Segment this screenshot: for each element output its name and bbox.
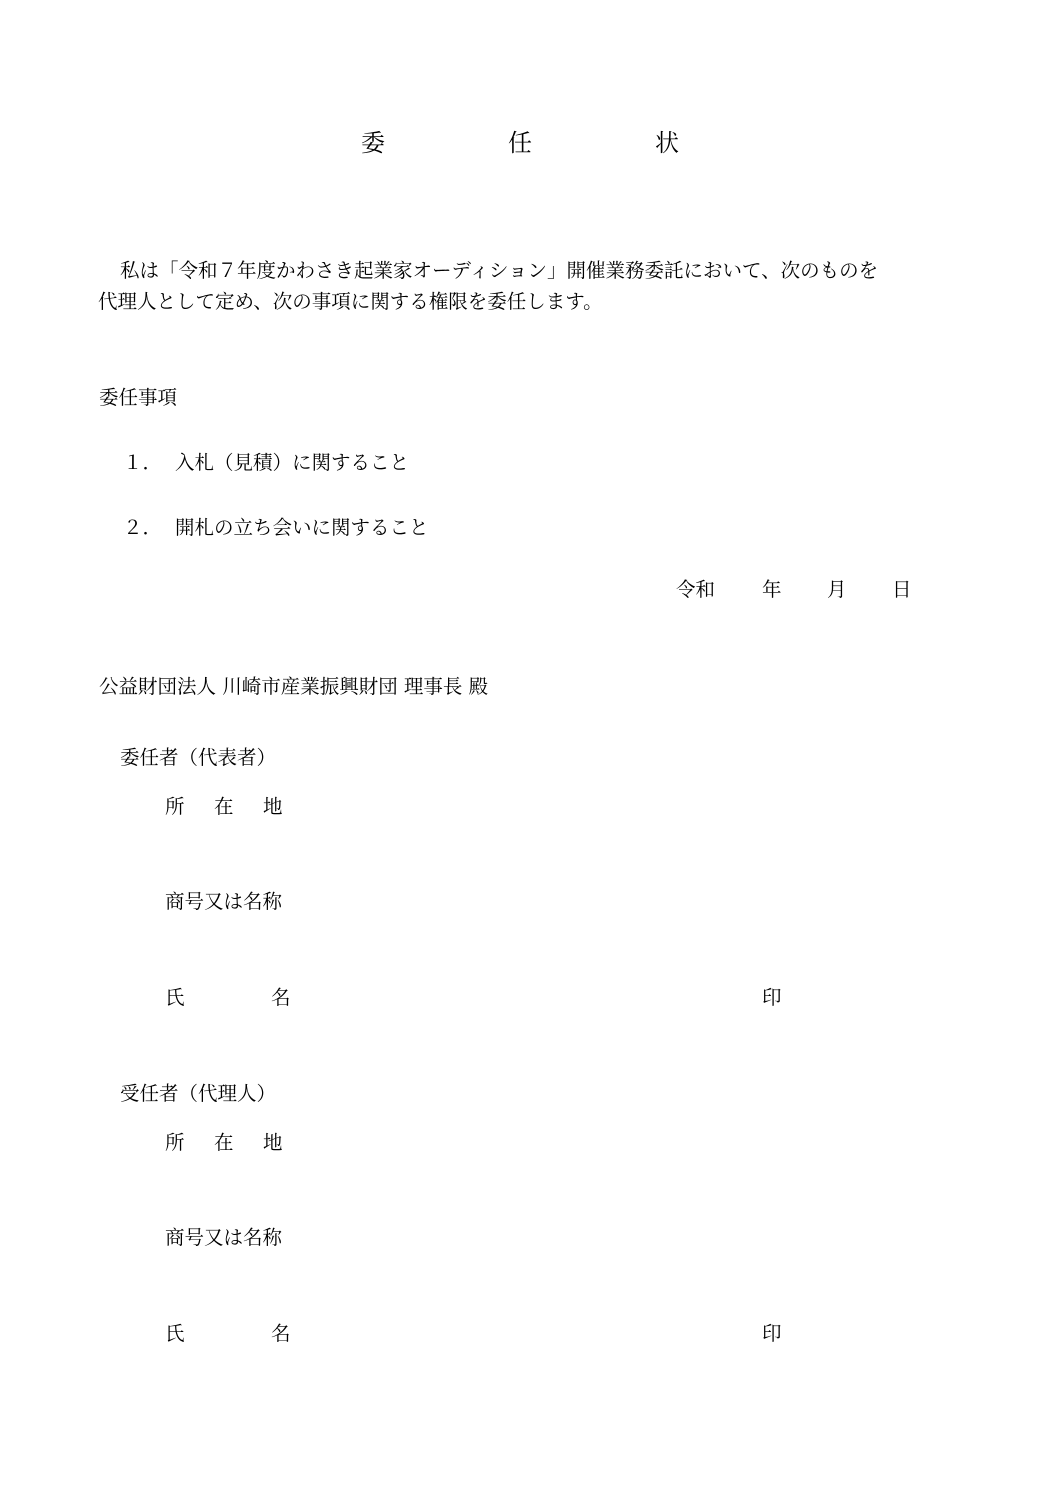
intro-line-2: 代理人として定め、次の事項に関する権限を委任します。	[98, 290, 603, 313]
delegator-address-label-char-1: 所	[165, 795, 185, 818]
date-day: 日	[892, 578, 912, 601]
delegate-name-label-char-1: 氏	[165, 1322, 185, 1345]
matter-1-number: １．	[123, 451, 163, 474]
title-char-1: 委	[361, 129, 385, 157]
delegate-address-label-char-1: 所	[165, 1131, 185, 1154]
delegate-name-label-char-2: 名	[271, 1322, 291, 1345]
title-char-2: 任	[508, 129, 532, 157]
date-year: 年	[762, 578, 782, 601]
title-char-3: 状	[655, 129, 679, 157]
date-era: 令和	[676, 578, 716, 601]
intro-line-1: 私は「令和７年度かわさき起業家オーディション」開催業務委託において、次のものを	[120, 259, 879, 282]
delegator-name-label-char-2: 名	[271, 986, 291, 1009]
delegate-address-label-char-2: 在	[214, 1131, 234, 1154]
date-month: 月	[827, 578, 847, 601]
delegator-company-label: 商号又は名称	[165, 890, 283, 913]
matter-2-number: ２．	[123, 516, 163, 539]
matters-heading: 委任事項	[99, 386, 178, 409]
matter-1-text: 入札（見積）に関すること	[175, 451, 410, 474]
delegate-company-label: 商号又は名称	[165, 1226, 283, 1249]
delegator-heading: 委任者（代表者）	[120, 746, 277, 769]
delegator-name-label-char-1: 氏	[165, 986, 185, 1009]
delegator-address-label-char-2: 在	[214, 795, 234, 818]
addressee: 公益財団法人 川崎市産業振興財団 理事長 殿	[99, 675, 489, 698]
delegator-address-label-char-3: 地	[263, 795, 283, 818]
delegator-seal-mark: 印	[762, 986, 782, 1009]
delegate-address-label-char-3: 地	[263, 1131, 283, 1154]
delegate-seal-mark: 印	[762, 1322, 782, 1345]
matter-2-text: 開札の立ち会いに関すること	[175, 516, 429, 539]
delegate-heading: 受任者（代理人）	[120, 1082, 277, 1105]
